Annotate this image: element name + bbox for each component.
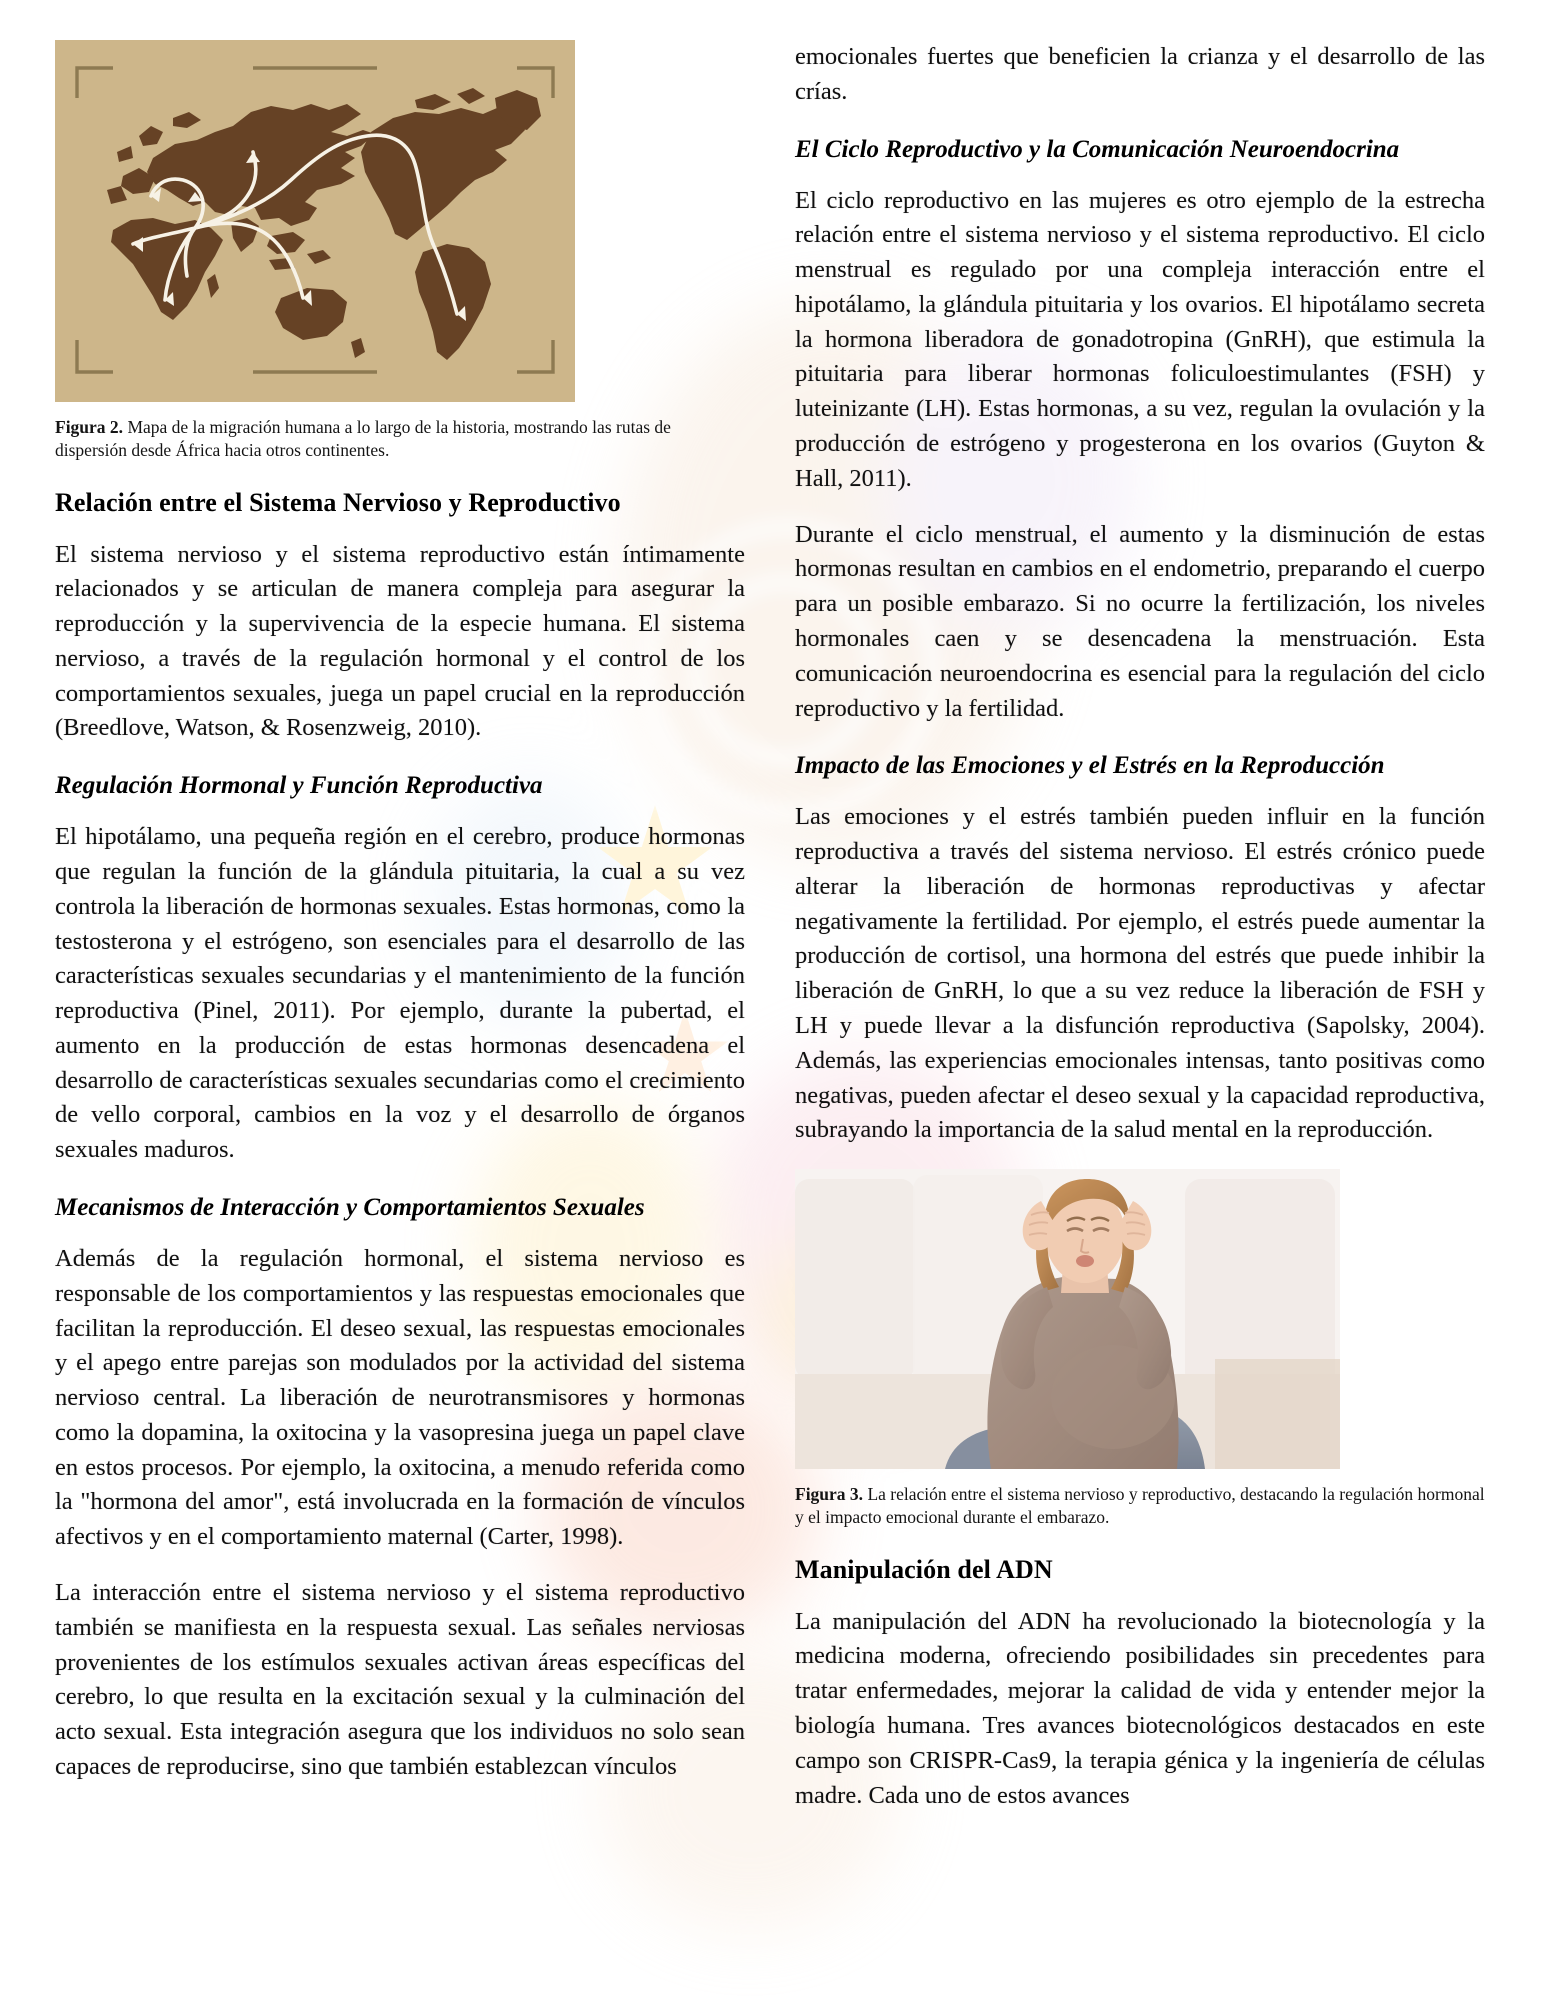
pregnant-woman-stress-photo [795,1169,1340,1469]
paragraph-right-1: El ciclo reproductivo en las mujeres es otro ejemplo de la estrecha relación entre el sistema nervioso y el sistema reproductivo. El ciclo menstrual es regulado por una compleja interacción entre el hipotálamo, la glándula pituitaria y los ovarios. El hipotálamo secreta la hormona liberadora de gonadotropina (GnRH), que estimula la pituitaria para liberar hormonas foliculoestimulantes (FSH) y luteinizante (LH). Estas hormonas, a su vez, regulan la ovulación y la producción de estrógeno y progesterona en los ovarios (Guyton & Hall, 2011). [795,186,1485,492]
left-column [55,40,745,2000]
world-migration-map-image [55,40,575,402]
subsection-heading-emotions-stress: Impacto de las Emociones y el Estrés en la Reproducción [795,752,1385,780]
figure-3-caption [795,1483,1485,1529]
figure-3-caption-label: Figura 3. [795,1484,864,1505]
figure-2-caption [55,416,745,462]
two-column-layout [55,40,1490,2000]
figure-3 [795,1169,1485,1529]
paragraph-right-continuation: emocionales fuertes que beneficien la crianza y el desarrollo de las crías. [795,43,1485,105]
figure-3-caption-text: La relación entre el sistema nervioso y reproductivo, destacando la regulación hormonal y el impacto emocional durante el embarazo. [795,1484,1485,1527]
paragraph-right-3: Las emociones y el estrés también pueden influir en la función reproductiva a través del sistema nervioso. El estrés crónico puede alterar la liberación de hormonas reproductivas y afectar negativamente la fertilidad. Por ejemplo, el estrés puede aumentar la producción de cortisol, una hormona del estrés que puede inhibir la liberación de GnRH, lo que a su vez reduce la liberación de FSH y LH y puede llevar a la disfunción reproductiva (Sapolsky, 2004). Además, las experiencias emocionales intensas, tanto positivas como negativas, pueden afectar el deseo sexual y la capacidad reproductiva, subrayando la importancia de la salud mental en la reproducción. [795,803,1485,1144]
right-column [795,40,1485,2000]
paragraph-left-3: Además de la regulación hormonal, el sistema nervioso es responsable de los comportamientos y las respuestas emocionales que facilitan la reproducción. El deseo sexual, las respuestas emocionales y el apego entre parejas son modulados por la actividad del sistema nervioso central. La liberación de neurotransmisores y hormonas como la dopamina, la oxitocina y la vasopresina juega un papel clave en estos procesos. Por ejemplo, la oxitocina, a menudo referida como la "hormona del amor", está involucrada en la formación de vínculos afectivos y en el comportamiento maternal (Carter, 1998). [55,1245,745,1551]
paragraph-left-4: La interacción entre el sistema nervioso y el sistema reproductivo también se manifiesta en la respuesta sexual. Las señales nerviosas provenientes de los estímulos sexuales activan áreas específicas del cerebro, lo que resulta en la excitación sexual y la culminación del acto sexual. Esta integración asegura que los individuos no solo sean capaces de reproducirse, sino que también establezcan vínculos [55,1579,745,1780]
subsection-heading-reproductive-cycle: El Ciclo Reproductivo y la Comunicación Neuroendocrina [795,135,1400,163]
paragraph-left-1: El sistema nervioso y el sistema reproductivo están íntimamente relacionados y se articulan de manera compleja para asegurar la reproducción y la supervivencia de la especie humana. El sistema nervioso, a través de la regulación hormonal y el control de los comportamientos sexuales, juega un papel crucial en la reproducción (Breedlove, Watson, & Rosenzweig, 2010). [55,540,745,742]
subsection-heading-hormonal-regulation: Regulación Hormonal y Función Reproductiva [55,772,543,800]
section-heading-dna-manipulation: Manipulación del ADN [795,1554,1053,1584]
subsection-heading-interaction-mechanisms: Mecanismos de Interacción y Comportamientos Sexuales [55,1194,645,1221]
paragraph-right-4: La manipulación del ADN ha revolucionado la biotecnología y la medicina moderna, ofreciendo posibilidades sin precedentes para tratar enfermedades, mejorar la calidad de vida y entender mejor la biología humana. Tres avances biotecnológicos destacados en este campo son CRISPR-Cas9, la terapia génica y la ingeniería de células madre. Cada uno de estos avances [795,1607,1485,1809]
paragraph-right-2: Durante el ciclo menstrual, el aumento y la disminución de estas hormonas resultan en cambios en el endometrio, preparando el cuerpo para un posible embarazo. Si no ocurre la fertilización, los niveles hormonales caen y se desencadena la menstruación. Esta comunicación neuroendocrina es esencial para la regulación del ciclo reproductivo y la fertilidad. [795,520,1485,722]
figure-2-caption-label: Figura 2. [55,417,124,437]
figure-2-caption-text: Mapa de la migración humana a lo largo de la historia, mostrando las rutas de dispersión desde África hacia otros continentes. [55,417,671,460]
paragraph-left-2: El hipotálamo, una pequeña región en el cerebro, produce hormonas que regulan la función de la glándula pituitaria, la cual a su vez controla la liberación de hormonas sexuales. Estas hormonas, como la testosterona y el estrógeno, son esenciales para el desarrollo de las características sexuales secundarias y el mantenimiento de la función reproductiva (Pinel, 2011). Por ejemplo, durante la pubertad, el aumento en la producción de estas hormonas desencadena el desarrollo de características sexuales secundarias como el crecimiento de vello corporal, cambios en la voz y el desarrollo de órganos sexuales maduros. [55,823,745,1164]
section-heading-nervous-reproductive: Relación entre el Sistema Nervioso y Reproductivo [55,487,621,517]
figure-2 [55,40,745,462]
